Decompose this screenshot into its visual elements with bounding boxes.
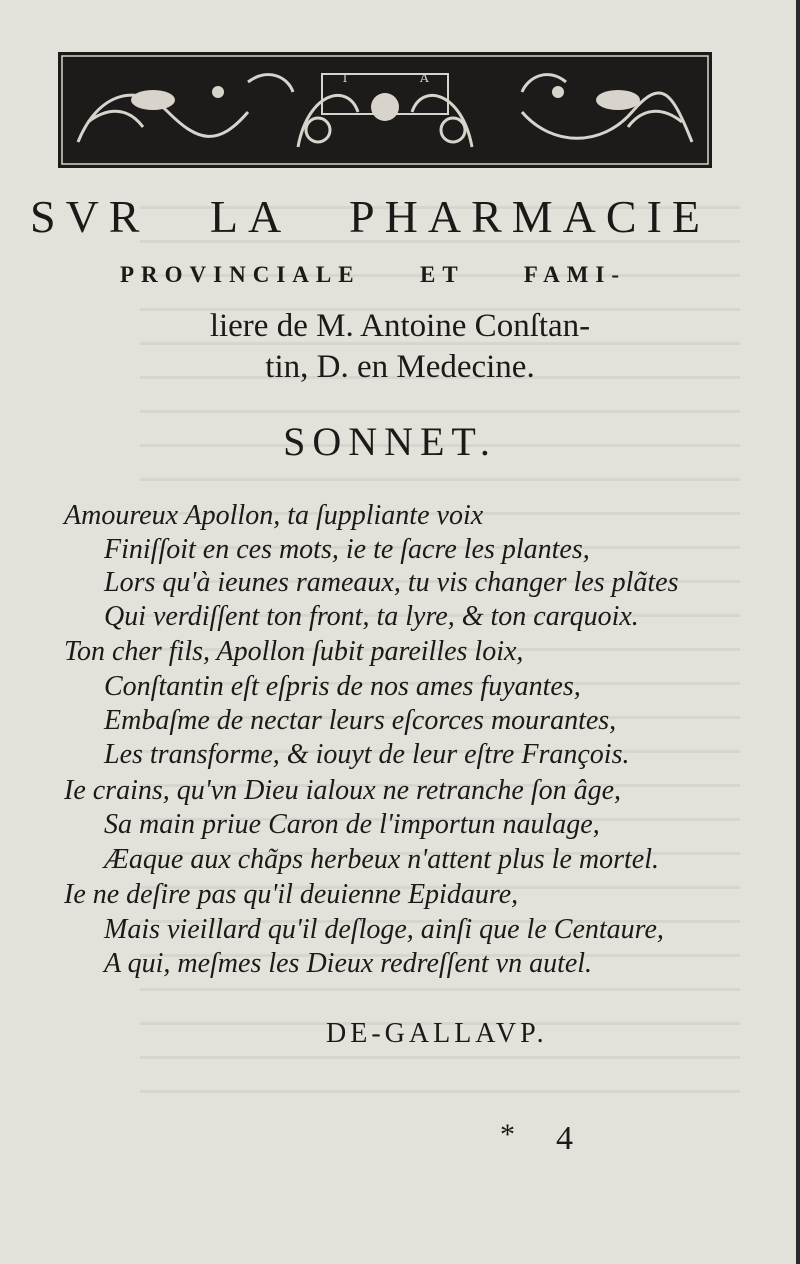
ornament-letter-a: A [420, 71, 429, 85]
sonnet-line-4: Qui verdiſſent ton front, ta lyre, & ton carquoix. [104, 601, 639, 632]
sonnet-line-14: A qui, meſmes les Dieux redreſſent vn autel. [104, 948, 593, 979]
title-line-2: PROVINCIALE ET FAMI- [120, 262, 626, 287]
signature-mark: * [500, 1118, 515, 1151]
sonnet-heading: SONNET. [283, 419, 497, 464]
title-line-4: tin, D. en Medecine. [265, 349, 535, 385]
page-number: 4 [556, 1120, 573, 1157]
sonnet-line-11: Æaque aux chãps herbeux n'attent plus le mortel. [104, 844, 659, 875]
woodcut-headpiece-ornament [58, 52, 712, 168]
sonnet-line-9: Ie crains, qu'vn Dieu ialoux ne retranche ſon âge, [64, 775, 622, 806]
sonnet-line-10: Sa main priue Caron de l'importun naulage, [104, 809, 600, 840]
author-signature: DE-GALLAVP. [326, 1018, 548, 1049]
sonnet-line-12: Ie ne deſire pas qu'il deuienne Epidaure, [64, 879, 519, 910]
sonnet-line-7: Embaſme de nectar leurs eſcorces mourantes, [104, 705, 617, 736]
title-line-1: SVR LA PHARMACIE [30, 191, 710, 242]
sonnet-line-1: Amoureux Apollon, ta ſuppliante voix [64, 500, 484, 531]
sonnet-line-5: Ton cher fils, Apollon ſubit pareilles loix, [64, 636, 524, 667]
sonnet-line-13: Mais vieillard qu'il deſloge, ainſi que le Centaure, [104, 914, 664, 945]
ornament-letter-t: T [341, 71, 350, 85]
sonnet-line-2: Finiſſoit en ces mots, ie te ſacre les plantes, [104, 534, 590, 565]
sonnet-line-6: Conſtantin eſt eſpris de nos ames fuyantes, [104, 671, 581, 702]
page-edge-shadow [796, 0, 800, 1264]
sonnet-line-8: Les transforme, & iouyt de leur eſtre François. [104, 739, 630, 770]
title-line-3: liere de M. Antoine Conſtan- [209, 308, 591, 344]
sonnet-line-3: Lors qu'à ieunes rameaux, tu vis changer les plãtes [104, 567, 679, 598]
